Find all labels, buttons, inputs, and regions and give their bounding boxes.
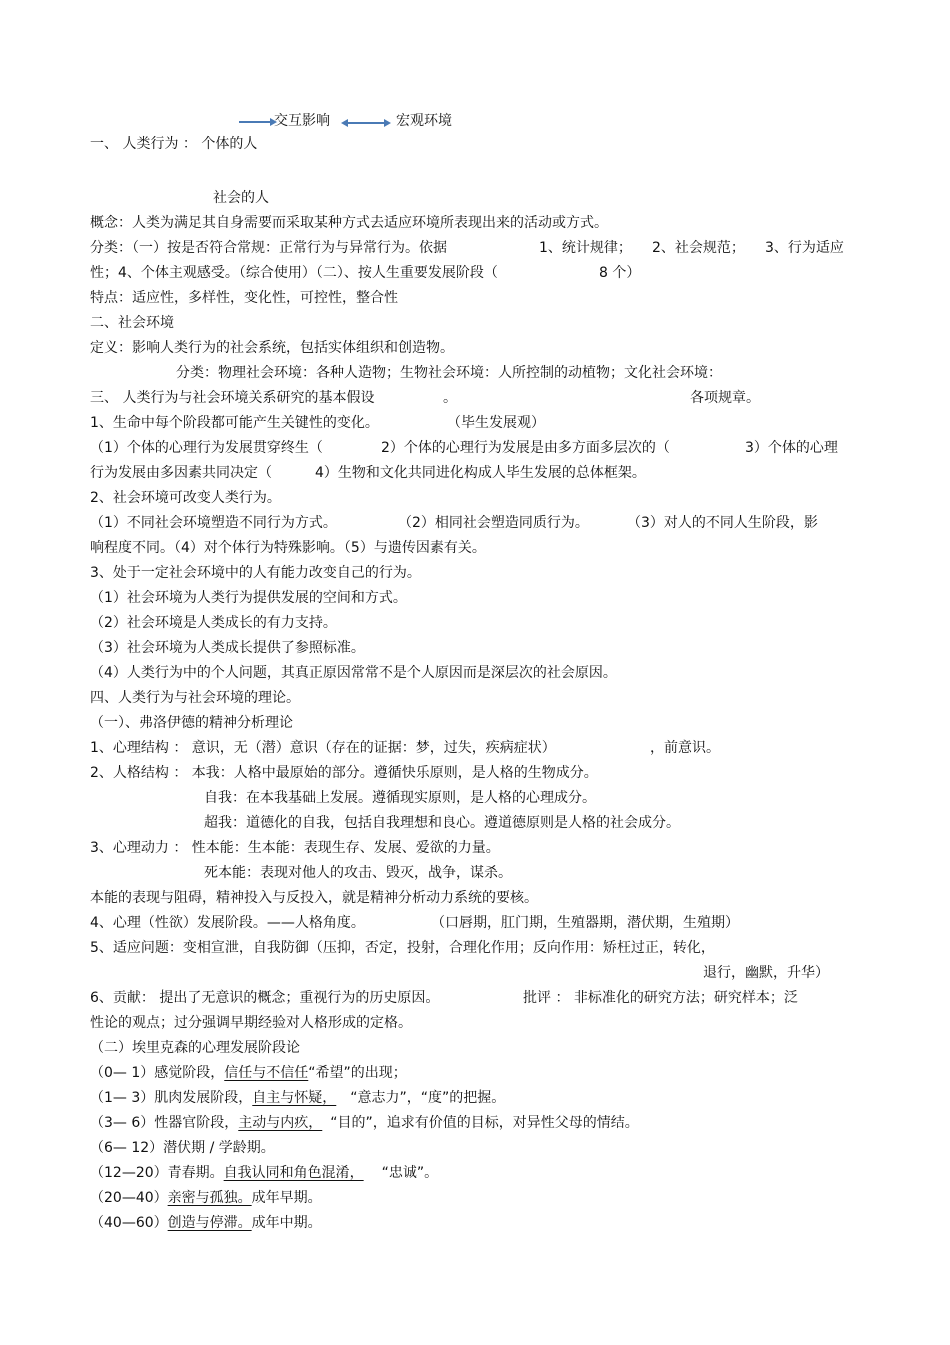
hypothesis-3-item: （2）社会环境是人类成长的有力支持。	[90, 615, 337, 631]
concept-line: 概念：人类为满足其自身需要而采取某种方式去适应环境所表现出来的活动或方式。	[90, 215, 608, 231]
hypothesis-2-detail: （3）对人的不同人生阶段，影	[627, 515, 818, 531]
hypothesis-3: 3、处于一定社会环境中的人有能力改变自己的行为。	[90, 565, 421, 581]
hypothesis-2-detail: 响程度不同。（4）对个体行为特殊影响。（5）与遗传因素有关。	[90, 540, 486, 556]
stage-crisis: 亲密与孤独。	[167, 1190, 252, 1206]
classification-item: 1、统计规律；	[539, 240, 632, 256]
stage-outcome: “忠诚”。	[381, 1165, 439, 1181]
freud-item: 性论的观点；过分强调早期经验对人格形成的定格。	[90, 1015, 412, 1031]
freud-item: 4、心理（性欲）发展阶段。——人格角度。	[90, 915, 365, 931]
erikson-stage	[90, 1214, 322, 1232]
freud-item: 自我：在本我基础上发展。遵循现实原则，是人格的心理成分。	[204, 790, 596, 806]
stage-crisis: 自我认同和角色混淆，	[223, 1165, 364, 1181]
hypothesis-2: 2、社会环境可改变人类行为。	[90, 490, 281, 506]
hypothesis-1-detail: 2）个体的心理行为发展是由多方面多层次的（	[381, 440, 670, 456]
hypothesis-3-item: （4）人类行为中的个人问题，其真正原因常常不是个人原因而是深层次的社会原因。	[90, 665, 617, 681]
freud-item: 退行，幽默，升华）	[703, 965, 829, 981]
stage-label: （20—40）	[90, 1190, 168, 1206]
stage-label: （3— 6）性器官阶段，	[90, 1115, 239, 1131]
stage-crisis: 主动与内疚，	[238, 1115, 323, 1131]
stage-label: （12—20）青春期。	[90, 1165, 224, 1181]
hypothesis-1-note: （毕生发展观）	[447, 415, 545, 431]
stage-outcome: “目的”，追求有价值的目标，对异性父母的情结。	[330, 1115, 639, 1131]
freud-item: 超我：道德化的自我，包括自我理想和良心。遵道德原则是人格的社会成分。	[204, 815, 680, 831]
stage-crisis: 自主与怀疑，	[252, 1090, 337, 1106]
classification-item: 3、行为适应	[765, 240, 844, 256]
freud-item: 批评 ： 非标准化的研究方法；研究样本；泛	[523, 990, 798, 1006]
stage-label: （0— 1）感觉阶段，	[90, 1065, 225, 1081]
erikson-stage	[90, 1089, 505, 1107]
stage-outcome: 成年中期。	[251, 1215, 322, 1231]
human-behavior-label: 一、 人类行为 ： 个体的人	[90, 136, 258, 152]
hypothesis-1-detail: 3）个体的心理	[745, 440, 838, 456]
freud-item: 6、贡献： 提出了无意识的概念；重视行为的历史原因。	[90, 990, 440, 1006]
macro-environment-label: 宏观环境	[396, 113, 452, 129]
stage-outcome: 成年早期。	[251, 1190, 322, 1206]
section-heading: 四、人类行为与社会环境的理论。	[90, 690, 300, 706]
rules-text: 各项规章。	[690, 390, 760, 406]
classification-count: 8 个）	[599, 265, 641, 281]
subsection-heading: （二）埃里克森的心理发展阶段论	[90, 1040, 300, 1056]
heading-period: 。	[443, 390, 457, 406]
section-heading: 三、 人类行为与社会环境关系研究的基本假设	[90, 390, 375, 406]
hypothesis-1-detail: （1）个体的心理行为发展贯穿终生（	[90, 440, 323, 456]
social-person-label: 社会的人	[213, 190, 269, 206]
stage-crisis: 创造与停滞。	[167, 1215, 252, 1231]
freud-item: 死本能：表现对他人的攻击、毁灭，战争，谋杀。	[204, 865, 512, 881]
classification-item: 2、社会规范；	[652, 240, 745, 256]
features-line: 特点：适应性，多样性，变化性，可控性，整合性	[90, 290, 398, 306]
stage-label: （40—60）	[90, 1215, 168, 1231]
interaction-label: 交互影响	[274, 113, 330, 129]
freud-item: 5、适应问题：变相宣泄，自我防御（压抑，否定，投射，合理化作用；反向作用：矫枉过正，转化，	[90, 940, 715, 956]
erikson-stage	[90, 1164, 438, 1182]
hypothesis-1-detail: 行为发展由多因素共同决定（	[90, 465, 272, 481]
classification-line: 分类：（一）按是否符合常规：正常行为与异常行为。依据	[90, 240, 447, 256]
erikson-stage: （6— 12）潜伏期 / 学龄期。	[90, 1140, 275, 1156]
hypothesis-3-item: （3）社会环境为人类成长提供了参照标准。	[90, 640, 365, 656]
hypothesis-1-detail: 4）生物和文化共同进化构成人毕生发展的总体框架。	[315, 465, 646, 481]
freud-item: ，前意识。	[650, 740, 720, 756]
freud-item: （口唇期，肛门期，生殖器期，潜伏期，生殖期）	[431, 915, 739, 931]
stage-crisis: 信任与不信任	[224, 1065, 309, 1081]
stage-outcome: “意志力”，“度”的把握。	[350, 1090, 506, 1106]
erikson-stage	[90, 1114, 639, 1132]
definition-line: 定义：影响人类行为的社会系统，包括实体组织和创造物。	[90, 340, 454, 356]
stage-label: （1— 3）肌肉发展阶段，	[90, 1090, 253, 1106]
erikson-stage	[90, 1189, 322, 1207]
erikson-stage	[90, 1064, 407, 1082]
hypothesis-2-detail: （1）不同社会环境塑造不同行为方式。	[90, 515, 337, 531]
freud-note: 本能的表现与阻碍，精神投入与反投入，就是精神分析动力系统的要核。	[90, 890, 538, 906]
subsection-heading: （一）、弗洛伊德的精神分析理论	[90, 715, 293, 731]
classification-continued: 性；4、个体主观感受。（综合使用）（二）、按人生重要发展阶段（	[90, 265, 498, 281]
freud-item: 3、心理动力 ： 性本能：生本能：表现生存、发展、爱欲的力量。	[90, 840, 500, 856]
section-heading: 二、社会环境	[90, 315, 174, 331]
stage-outcome: “希望”的出现；	[308, 1065, 407, 1081]
hypothesis-1: 1、生命中每个阶段都可能产生关键性的变化。	[90, 415, 379, 431]
right-arrow-icon	[238, 113, 278, 127]
double-arrow-icon	[340, 115, 392, 129]
hypothesis-3-item: （1）社会环境为人类行为提供发展的空间和方式。	[90, 590, 407, 606]
classification-line: 分类：物理社会环境：各种人造物；生物社会环境：人所控制的动植物；文化社会环境：	[176, 365, 722, 381]
freud-item: 1、心理结构 ： 意识，无（潜）意识（存在的证据：梦，过失，疾病症状）	[90, 740, 556, 756]
freud-item: 2、人格结构 ： 本我：人格中最原始的部分。遵循快乐原则，是人格的生物成分。	[90, 765, 598, 781]
hypothesis-2-detail: （2）相同社会塑造同质行为。	[398, 515, 589, 531]
